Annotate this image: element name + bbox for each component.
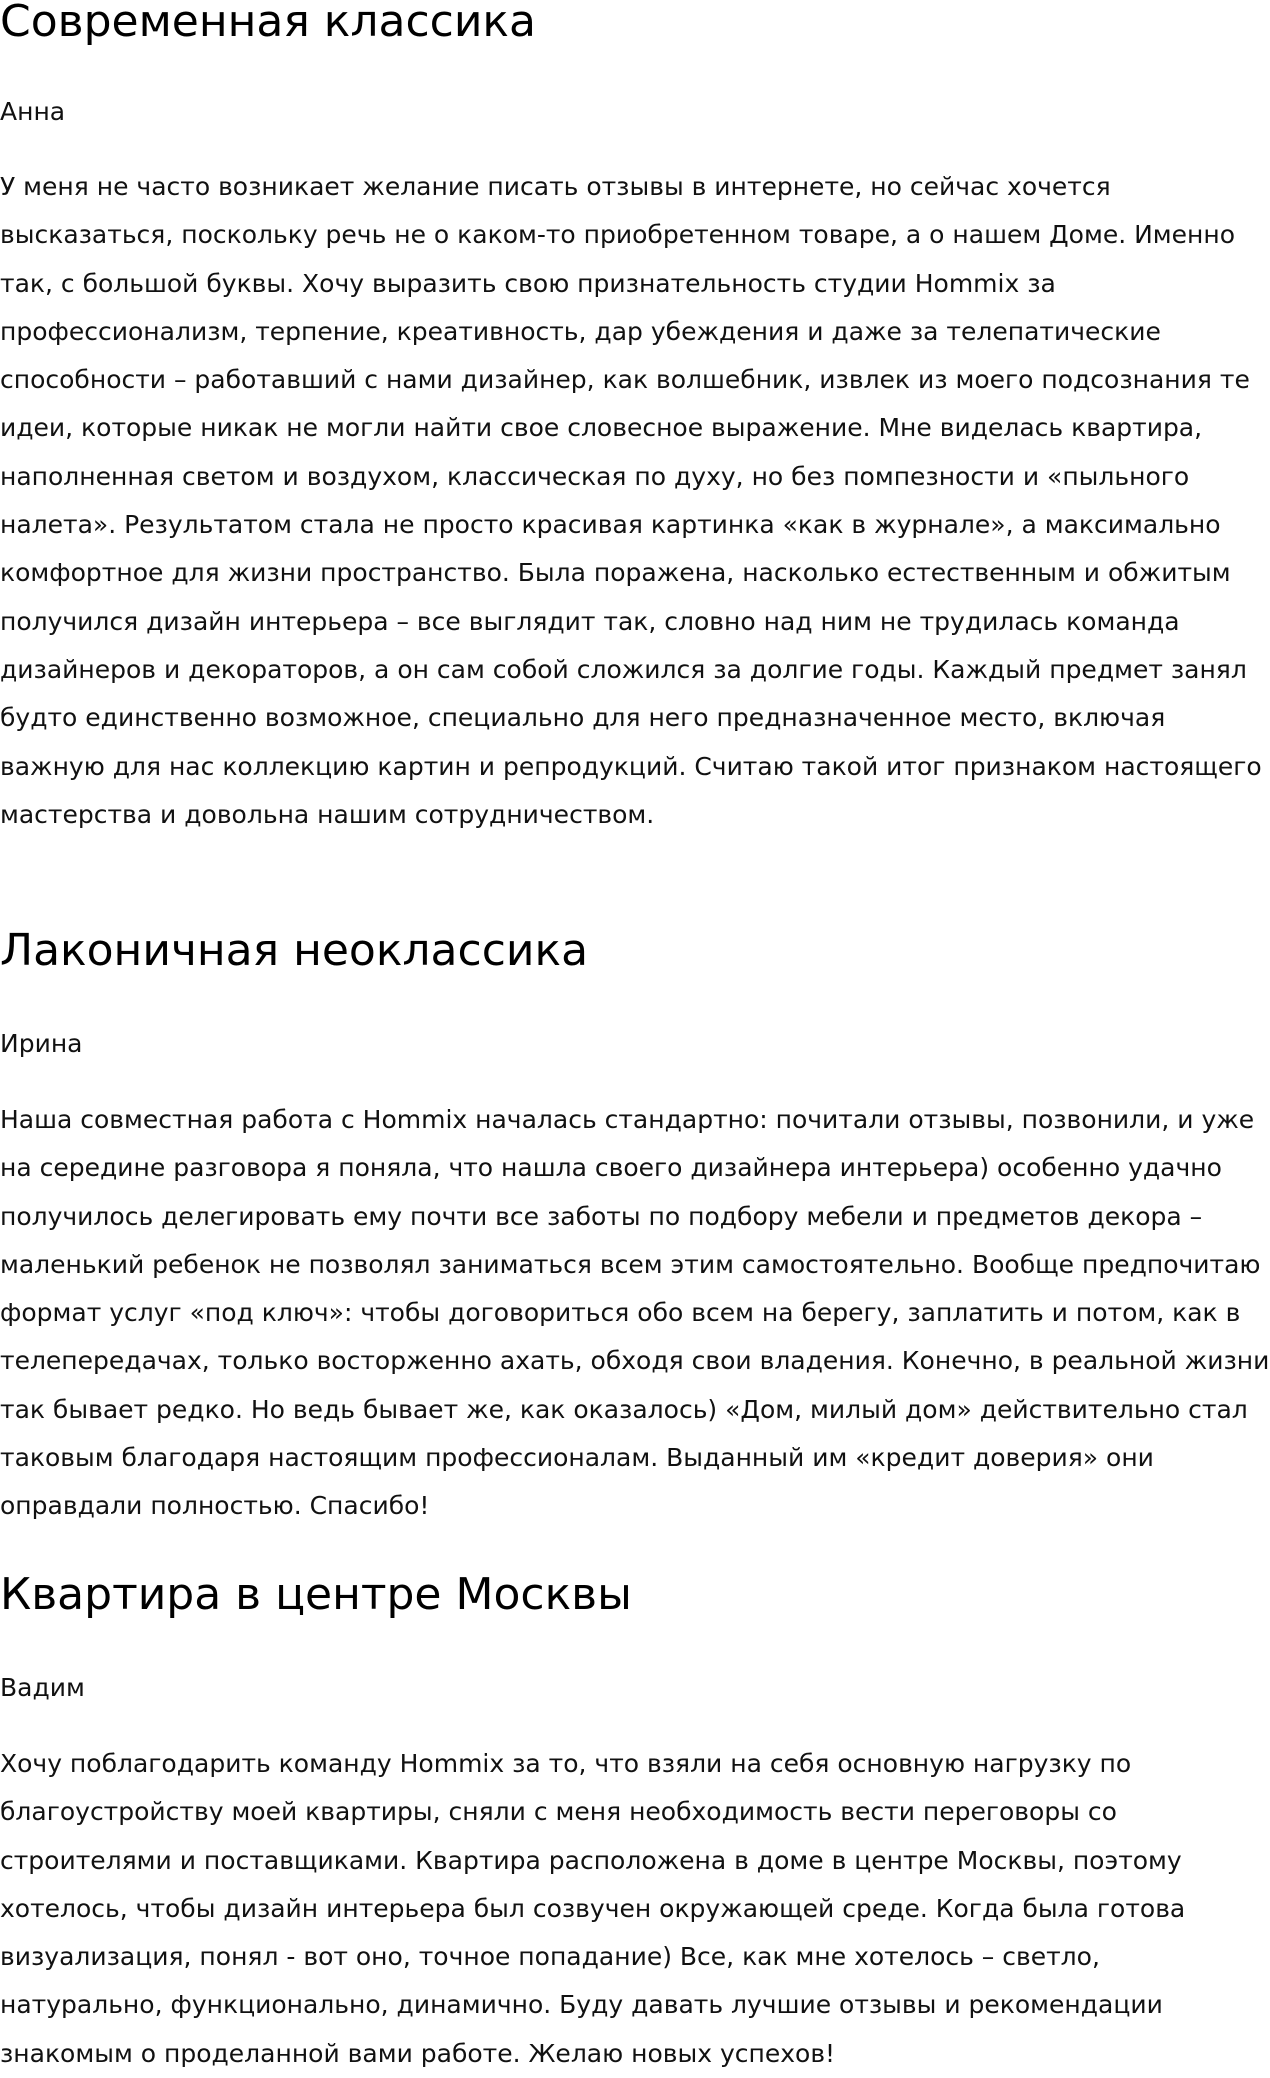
- review-title: Лаконичная неоклассика: [0, 925, 589, 976]
- review-author: Анна: [0, 97, 66, 126]
- review-author: Ирина: [0, 1029, 83, 1058]
- review-title: Современная классика: [0, 0, 536, 47]
- review-text: Хочу поблагодарить команду Hommix за то, что взяли на себя основную нагрузку по благоустройству моей квартиры, сняли с меня необходимость вести переговоры со строителями и поставщиками. Квартира расположена в доме в центре Москвы, поэтому хотелось, чтобы дизайн интерьера был созвучен окружающей среде. Когда была готова визуализация, понял - вот оно, точное попадание) Все, как мне хотелось – светло, натурально, функционально, динамично. Буду давать лучшие отзывы и рекомендации знакомым о проделанной вами работе. Желаю новых успехов!: [0, 1749, 1186, 2068]
- review-title: Квартира в центре Москвы: [0, 1569, 632, 1620]
- review-text: Наша совместная работа с Hommix началась стандартно: почитали отзывы, позвонили, и уже на середине разговора я поняла, что нашла своего дизайнера интерьера) особенно удачно получилось делегировать ему почти все заботы по подбору мебели и предметов декора – маленький ребенок не позволял заниматься всем этим самостоятельно. Вообще предпочитаю формат услуг «под ключ»: чтобы договориться обо всем на берегу, заплатить и потом, как в телепередачах, только восторженно ахать, обходя свои владения. Конечно, в реальной жизни так бывает редко. Но ведь бывает же, как оказалось) «Дом, милый дом» действительно стал таковым благодаря настоящим профессионалам. Выданный им «кредит доверия» они оправдали полностью. Спасибо!: [0, 1105, 1270, 1521]
- review-author: Вадим: [0, 1673, 85, 1702]
- review-text: У меня не часто возникает желание писать отзывы в интернете, но сейчас хочется высказаться, поскольку речь не о каком-то приобретенном товаре, а о нашем Доме. Именно так, с большой буквы. Хочу выразить свою признательность студии Hommix за профессионализм, терпение, креативность, дар убеждения и даже за телепатические способности – работавший с нами дизайнер, как волшебник, извлек из моего подсознания те идеи, которые никак не могли найти свое словесное выражение. Мне виделась квартира, наполненная светом и воздухом, классическая по духу, но без помпезности и «пыльного налета». Результатом стала не просто красивая картинка «как в журнале», а максимально комфортное для жизни пространство. Была поражена, насколько естественным и обжитым получился дизайн интерьера – все выглядит так, словно над ним не трудилась команда дизайнеров и декораторов, а он сам собой сложился за долгие годы. Каждый предмет занял будто единственно возможное, специально для него предназначенное место, включая важную для нас коллекцию картин и репродукций. Считаю такой итог признаком настоящего мастерства и довольна нашим сотрудничеством.: [0, 172, 1262, 829]
